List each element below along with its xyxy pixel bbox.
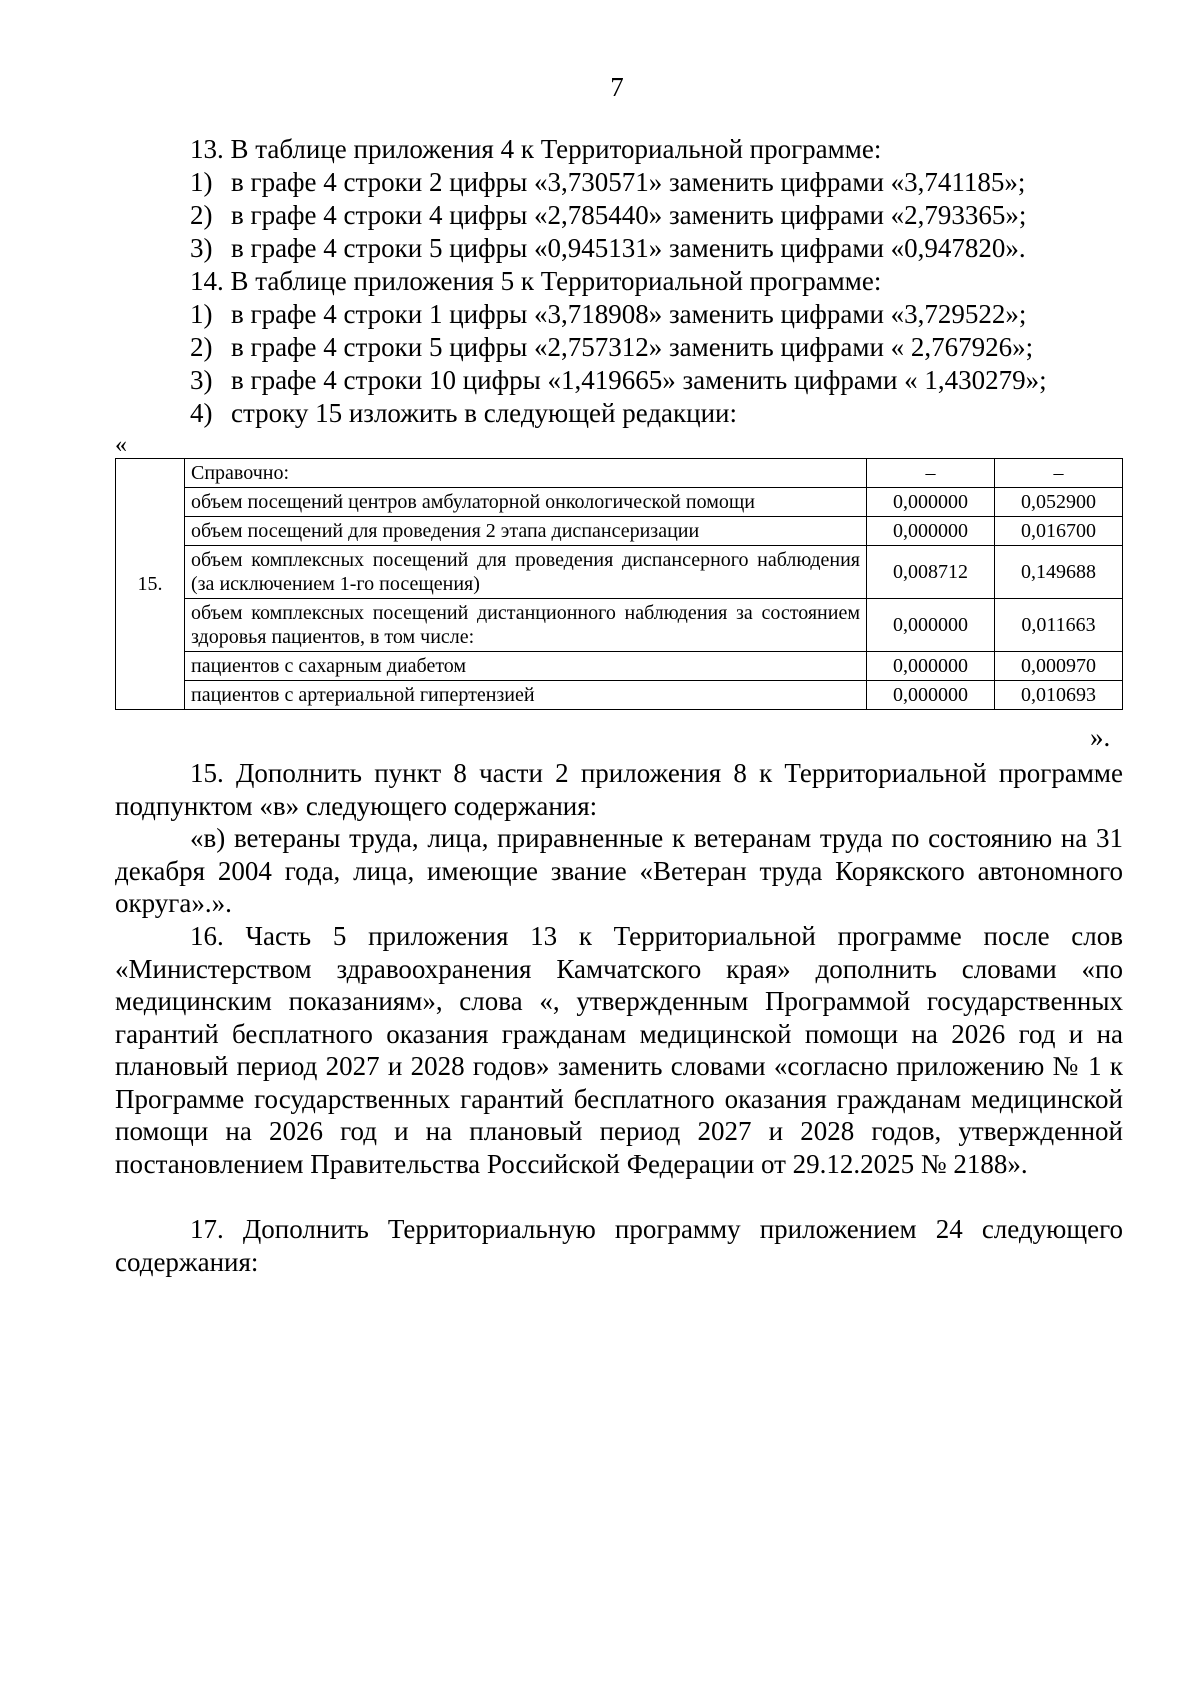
description-cell: объем комплексных посещений дистанционного наблюдения за состоянием здоровья пациентов, в том числе: — [185, 599, 867, 652]
value-cell: – — [995, 459, 1123, 488]
list-item-text: в графе 4 строки 2 цифры «3,730571» заменить цифрами «3,741185»; — [231, 167, 1026, 197]
table-row — [116, 459, 1123, 488]
list-item-number: 3) — [190, 233, 213, 263]
value-cell: 0,016700 — [995, 517, 1123, 546]
value-cell: 0,008712 — [867, 546, 995, 599]
list-item-text: в графе 4 строки 5 цифры «0,945131» заменить цифрами «0,947820». — [231, 233, 1026, 263]
item16-text: 16. Часть 5 приложения 13 к Территориальной программе после слов «Министерством здравоохранения Камчатского края» дополнить словами «по медицинским показаниям», слова «, утвержденным Программой государственных гарантий бесплатного оказания гражданам медицинской помощи на 2026 год и на плановый период 2027 и 2028 годов» заменить словами «согласно приложению № 1 к Программе государственных гарантий бесплатного оказания гражданам медицинской помощи на 2026 год и на плановый период 2027 и 2028 годов, утвержденной постановлением Правительства Российской Федерации от 29.12.2025 № 2188». — [115, 921, 1123, 1179]
list-item-text: в графе 4 строки 5 цифры «2,757312» заменить цифрами « 2,767926»; — [231, 332, 1034, 362]
table-row — [116, 517, 1123, 546]
value-cell: 0,000000 — [867, 517, 995, 546]
list-item-number: 2) — [190, 200, 213, 230]
item14-heading: 14. В таблице приложения 5 к Территориальной программе: — [190, 266, 882, 296]
list-item-text: в графе 4 строки 1 цифры «3,718908» заменить цифрами «3,729522»; — [231, 299, 1027, 329]
table-row — [116, 488, 1123, 517]
list-item-text: в графе 4 строки 10 цифры «1,419665» заменить цифрами « 1,430279»; — [231, 365, 1047, 395]
list-item-text: строку 15 изложить в следующей редакции: — [231, 398, 738, 428]
description-cell: объем посещений для проведения 2 этапа диспансеризации — [185, 517, 867, 546]
description-cell: пациентов с сахарным диабетом — [185, 652, 867, 681]
opening-quote-mark: « — [115, 432, 127, 458]
row-number-cell: 15. — [116, 459, 185, 710]
value-cell: 0,000000 — [867, 599, 995, 652]
list-item-number: 3) — [190, 365, 213, 395]
value-cell: 0,000000 — [867, 652, 995, 681]
item16-paragraph — [115, 920, 1123, 1180]
closing-quote-mark: ». — [1090, 722, 1111, 752]
table-row — [116, 652, 1123, 681]
value-cell: 0,000970 — [995, 652, 1123, 681]
item17-paragraph — [115, 1213, 1123, 1278]
reference-table — [115, 458, 1123, 710]
page-number: 7 — [610, 72, 624, 102]
item15-text: 15. Дополнить пункт 8 части 2 приложения 8 к Территориальной программе подпунктом «в» следующего содержания: — [115, 758, 1123, 821]
list-item-number: 2) — [190, 332, 213, 362]
item17-text: 17. Дополнить Территориальную программу приложением 24 следующего содержания: — [115, 1214, 1123, 1277]
table-row — [116, 681, 1123, 710]
description-cell: пациентов с артериальной гипертензией — [185, 681, 867, 710]
value-cell: 0,010693 — [995, 681, 1123, 710]
description-cell: объем посещений центров амбулаторной онкологической помощи — [185, 488, 867, 517]
item15-paragraph — [115, 757, 1123, 822]
description-cell: объем комплексных посещений для проведения диспансерного наблюдения (за исключением 1-го посещения) — [185, 546, 867, 599]
value-cell: 0,000000 — [867, 488, 995, 517]
item13-heading: 13. В таблице приложения 4 к Территориальной программе: — [190, 134, 882, 164]
item15-quote-text: «в) ветераны труда, лица, приравненные к ветеранам труда по состоянию на 31 декабря 2004 года, лица, имеющие звание «Ветеран труда Корякского автономного округа».». — [115, 823, 1123, 918]
table-row — [116, 599, 1123, 652]
value-cell: 0,011663 — [995, 599, 1123, 652]
value-cell: – — [867, 459, 995, 488]
value-cell: 0,052900 — [995, 488, 1123, 517]
value-cell: 0,000000 — [867, 681, 995, 710]
description-cell: Справочно: — [185, 459, 867, 488]
list-item-text: в графе 4 строки 4 цифры «2,785440» заменить цифрами «2,793365»; — [231, 200, 1027, 230]
item15-quote-paragraph — [115, 822, 1123, 920]
value-cell: 0,149688 — [995, 546, 1123, 599]
list-item-number: 1) — [190, 299, 213, 329]
list-item-number: 4) — [190, 398, 213, 428]
list-item-number: 1) — [190, 167, 213, 197]
table-row — [116, 546, 1123, 599]
